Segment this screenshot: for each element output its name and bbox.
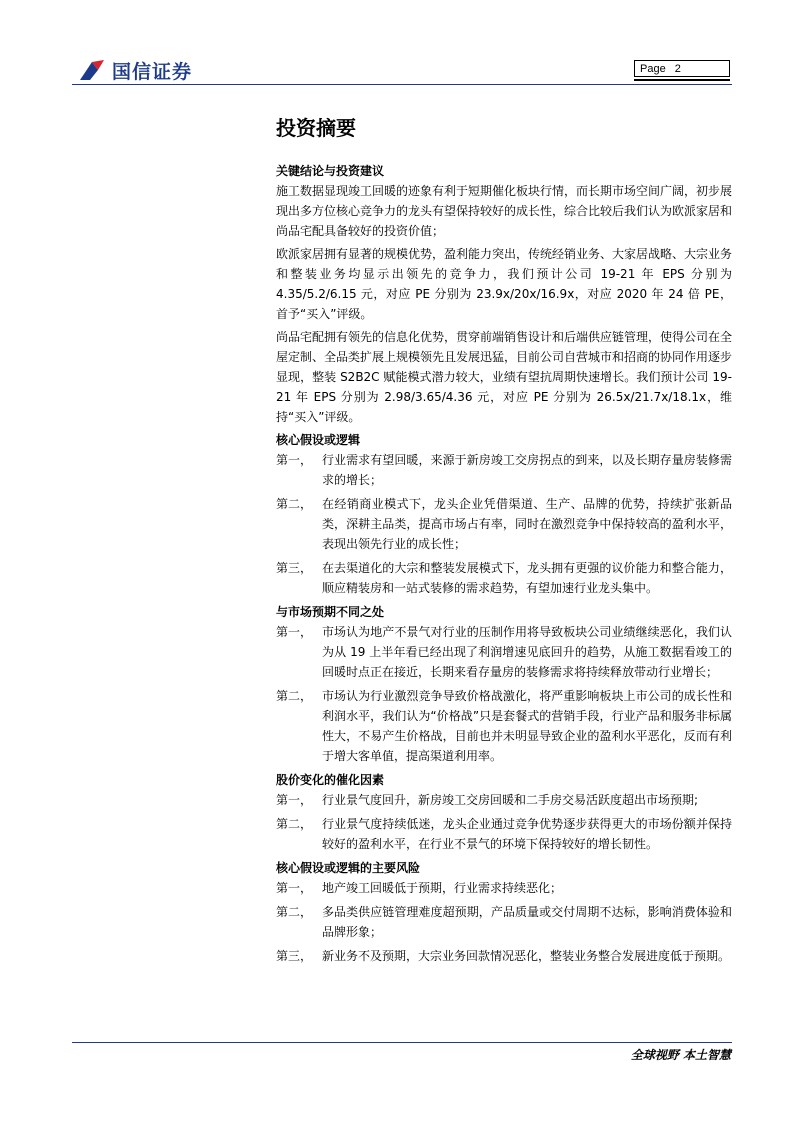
item-text: 地产竣工回暖低于预期，行业需求持续恶化； <box>322 881 563 895</box>
section-heading: 核心假设或逻辑的主要风险 <box>276 861 421 875</box>
item-label: 第二， <box>276 689 313 703</box>
list-item <box>276 494 732 554</box>
item-text: 在经销商业模式下，龙头企业凭借渠道、生产、品牌的优势，持续扩张新品类，深耕主品类，提高市场占有率，同时在激烈竞争中保持较高的盈利水平，表现出领先行业的成长性； <box>322 497 732 551</box>
item-label: 第三， <box>276 561 313 575</box>
item-label: 第一， <box>276 625 313 639</box>
header-divider <box>72 84 732 85</box>
footer-divider <box>72 1042 732 1043</box>
section-risks <box>276 858 732 966</box>
item-text: 行业景气度持续低迷，龙头企业通过竞争优势逐步获得更大的市场份额并保持较好的盈利水平，在行业不景气的环境下保持较好的增长韧性。 <box>322 817 732 851</box>
list-item <box>276 790 732 810</box>
list-item <box>276 878 732 898</box>
item-label: 第二， <box>276 905 313 919</box>
page-label: Page <box>640 63 666 75</box>
item-text: 多品类供应链管理难度超预期，产品质量或交付周期不达标，影响消费体验和品牌形象； <box>322 905 732 939</box>
guosen-logo-icon <box>78 58 108 82</box>
item-label: 第一， <box>276 881 313 895</box>
section-catalysts <box>276 770 732 854</box>
section-core-logic <box>276 430 732 598</box>
brand-logo <box>78 56 192 84</box>
page-indicator-underline <box>634 79 730 81</box>
item-label: 第二， <box>276 817 313 831</box>
list-item <box>276 450 732 490</box>
item-label: 第一， <box>276 453 313 467</box>
page-title: 投资摘要 <box>276 116 356 140</box>
logo-text: 国信证券 <box>112 60 193 83</box>
list-item <box>276 622 732 682</box>
list-item <box>276 946 732 966</box>
report-content <box>276 113 732 970</box>
item-label: 第三， <box>276 949 313 963</box>
list-item <box>276 902 732 942</box>
list-item <box>276 686 732 766</box>
paragraph: 欧派家居拥有显著的规模优势，盈利能力突出，传统经销业务、大家居战略、大宗业务和整装业务均显示出领先的竞争力，我们预计公司 19-21 年 EPS 分别为 4.35/5.2/6.15 元，对应 PE 分别为 23.9x/20x/16.9x，对应 2020 年 24 倍 PE，首予“买入”评级。 <box>276 247 733 321</box>
paragraph: 尚品宅配拥有领先的信息化优势，贯穿前端销售设计和后端供应链管理，使得公司在全屋定制、全品类扩展上规模领先且发展迅猛，目前公司自营城市和招商的协同作用逐步显现，整装 S2B2C 赋能模式潜力较大，业绩有望抗周期快速增长。我们预计公司 19-21 年 EPS 分别为 2.98/3.65/4.36 元，对应 PE 分别为 26.5x/21.7x/18.1x，维持“买入”评级。 <box>276 330 733 424</box>
list-item <box>276 558 732 598</box>
page-number: 2 <box>674 63 681 75</box>
item-text: 新业务不及预期，大宗业务回款情况恶化，整装业务整合发展进度低于预期。 <box>322 949 731 963</box>
paragraph: 施工数据显现竣工回暖的迹象有利于短期催化板块行情，而长期市场空间广阔，初步展现出多方位核心竞争力的龙头有望保持较好的成长性，综合比较后我们认为欧派家居和尚品宅配具备较好的投资价值； <box>276 184 733 238</box>
item-text: 市场认为地产不景气对行业的压制作用将导致板块公司业绩继续恶化，我们认为从 19 上半年看已经出现了利润增速见底回升的趋势，从施工数据看竣工的回暖时点正在接近，长期来看存量房的装修需求将持续释放带动行业增长； <box>322 625 732 679</box>
section-heading: 与市场预期不同之处 <box>276 605 385 619</box>
page-indicator <box>634 60 730 77</box>
section-heading: 核心假设或逻辑 <box>276 433 361 447</box>
item-text: 行业景气度回升，新房竣工交房回暖和二手房交易活跃度超出市场预期; <box>322 793 699 807</box>
section-heading: 股价变化的催化因素 <box>276 773 385 787</box>
item-label: 第二， <box>276 497 313 511</box>
list-item <box>276 814 732 854</box>
item-label: 第一， <box>276 793 313 807</box>
section-key-conclusions <box>276 161 732 427</box>
item-text: 市场认为行业激烈竞争导致价格战激化，将严重影响板块上市公司的成长性和利润水平，我们认为“价格战”只是套餐式的营销手段，行业产品和服务非标属性大，不易产生价格战，目前也并未明显导致企业的盈利水平恶化，反而有利于增大客单值，提高渠道利用率。 <box>322 689 732 763</box>
section-heading: 关键结论与投资建议 <box>276 164 385 178</box>
section-differences <box>276 602 732 766</box>
footer-slogan: 全球视野 本土智慧 <box>630 1048 731 1062</box>
item-text: 在去渠道化的大宗和整装发展模式下，龙头拥有更强的议价能力和整合能力，顺应精装房和一站式装修的需求趋势，有望加速行业龙头集中。 <box>322 561 732 595</box>
item-text: 行业需求有望回暖，来源于新房竣工交房拐点的到来，以及长期存量房装修需求的增长； <box>322 453 732 487</box>
